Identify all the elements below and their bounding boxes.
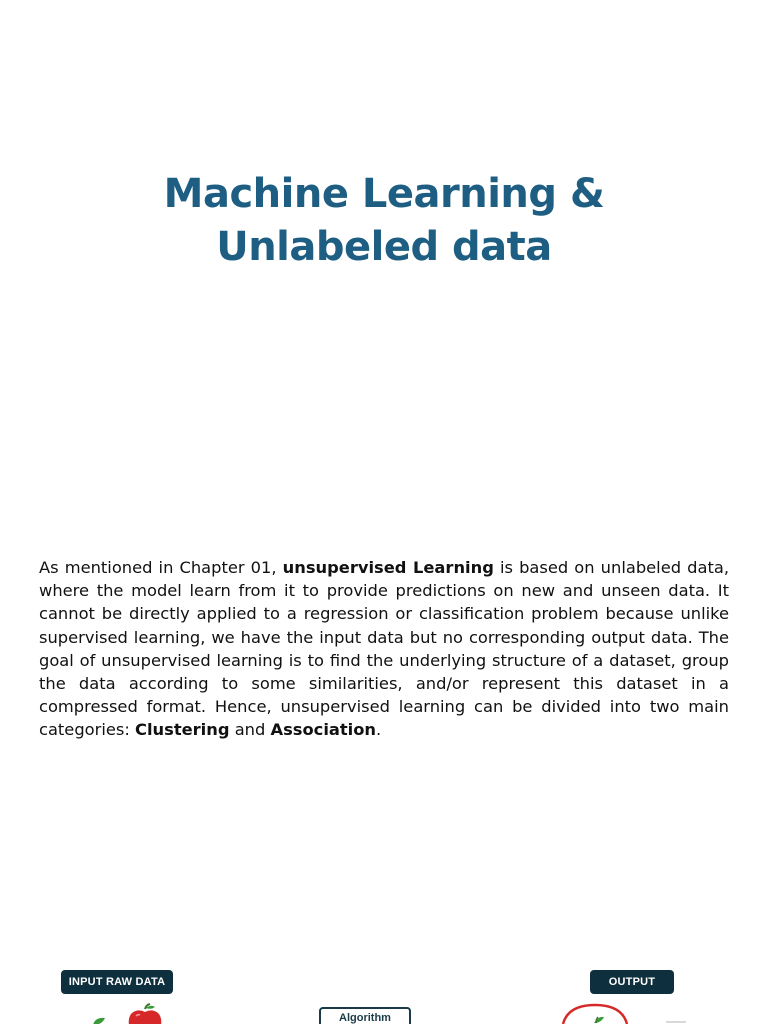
intro-paragraph [39, 556, 729, 742]
output-label: OUTPUT [590, 970, 674, 994]
paragraph-text: and [229, 720, 271, 740]
paragraph-text: As mentioned in Chapter 01, [39, 558, 283, 577]
term-clustering: Clustering [135, 720, 230, 740]
page-title [0, 168, 768, 274]
term-unsupervised-learning: unsupervised Learning [282, 558, 494, 577]
input-raw-data-label: INPUT RAW DATA [61, 970, 173, 994]
algorithm-box: Algorithm [319, 1007, 411, 1024]
leaf-icon [92, 1016, 106, 1024]
divider [666, 1021, 686, 1023]
output-circle-icon [560, 1003, 630, 1024]
title-line-2: Unlabeled data [216, 224, 552, 270]
paragraph-text: . [376, 720, 382, 740]
term-association: Association [270, 720, 377, 740]
apple-icon [127, 1005, 163, 1024]
paragraph-text: is based on unlabeled data, where the model learn from it to provide predictions on new and unseen data. It cannot be directly applied to a regression or classification problem because unlike supervised learning, we have the input data but no corresponding output data. The goal of unsupervised learning is to find the underlying structure of a dataset, group the data according to some similarities, and/or represent this dataset in a compressed format. Hence, unsupervised learning can be divided into two main categories: [39, 558, 729, 740]
title-line-1: Machine Learning & [163, 171, 605, 217]
